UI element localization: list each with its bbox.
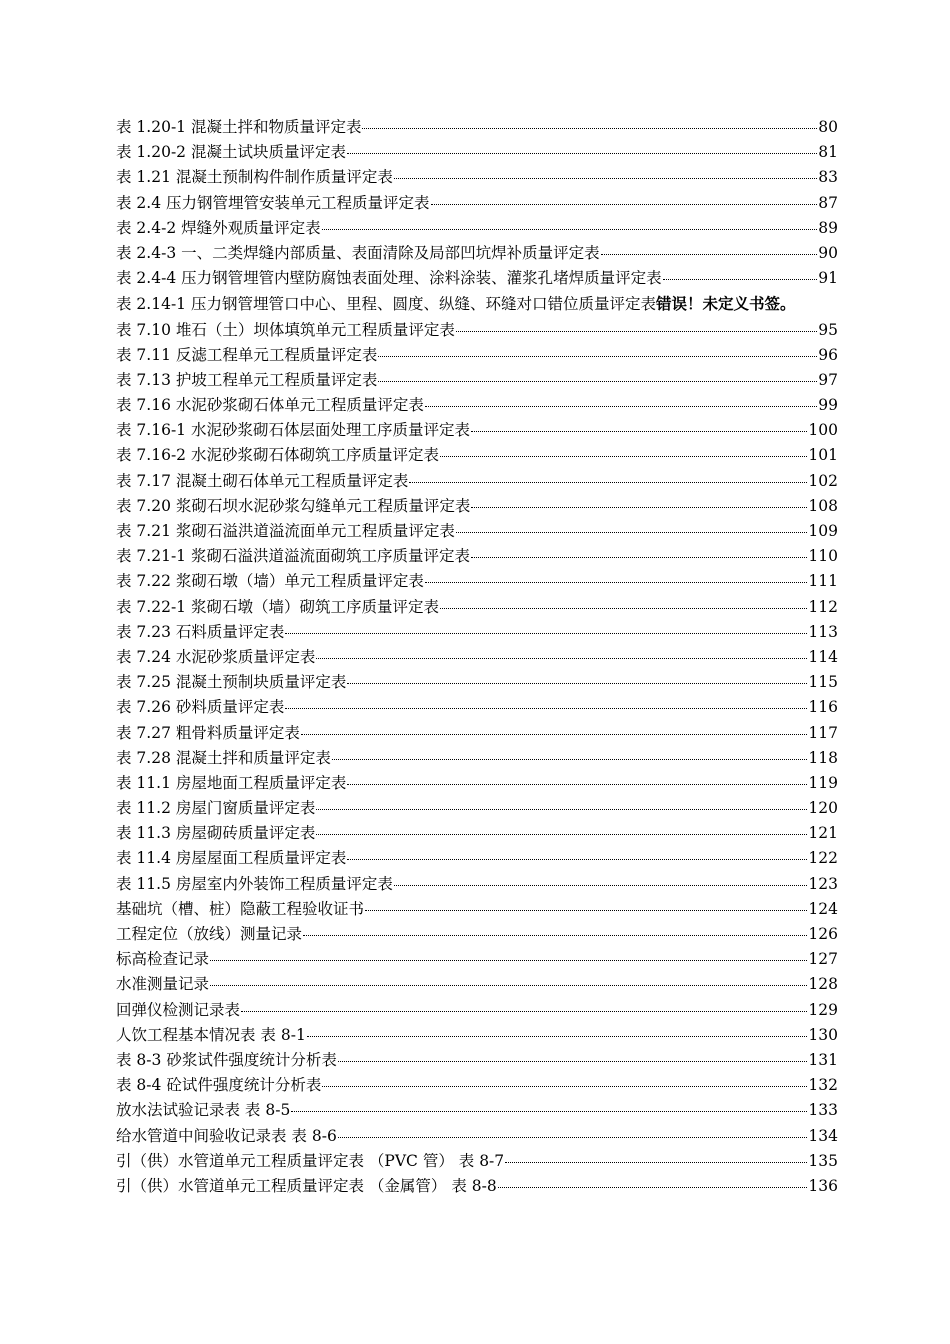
toc-leader-dots: [394, 178, 817, 179]
toc-leader-dots: [210, 960, 807, 961]
toc-leader-dots: [241, 1011, 807, 1012]
toc-page-number: 83: [818, 168, 838, 187]
toc-entry-title: 水准测量记录: [116, 975, 210, 994]
toc-entry-title: 表 11.2 房屋门窗质量评定表: [116, 799, 316, 818]
toc-entry-title: 引（供）水管道单元工程质量评定表 （金属管） 表 8-8: [116, 1176, 497, 1195]
toc-page-number: 91: [818, 269, 838, 288]
toc-page-number: 123: [808, 874, 838, 893]
toc-entry-title: 表 2.4 压力钢管埋管安装单元工程质量评定表: [116, 193, 430, 212]
toc-leader-dots: [440, 456, 807, 457]
toc-entry[interactable]: [116, 897, 838, 922]
toc-entry[interactable]: [116, 922, 838, 947]
toc-page-number: 81: [818, 143, 838, 162]
toc-entry-title: 表 8-4 砼试件强度统计分析表: [116, 1076, 322, 1095]
toc-page-number: 97: [818, 370, 838, 389]
toc-page-number: 99: [818, 396, 838, 415]
toc-page-number: 116: [808, 698, 838, 717]
toc-entry-title: 表 8-3 砂浆试件强度统计分析表: [116, 1050, 337, 1069]
toc-page-number: 132: [808, 1076, 838, 1095]
toc-leader-dots: [409, 482, 807, 483]
toc-leader-dots: [431, 204, 818, 205]
toc-entry-title: 工程定位（放线）测量记录: [116, 925, 303, 944]
toc-leader-dots: [456, 532, 808, 533]
toc-entry[interactable]: [116, 670, 838, 695]
toc-page-number: 96: [818, 345, 838, 364]
toc-leader-dots: [394, 885, 808, 886]
toc-page-number: 135: [808, 1151, 838, 1170]
toc-entry[interactable]: [116, 469, 838, 494]
toc-leader-dots: [210, 985, 807, 986]
toc-entry-title: 表 11.4 房屋屋面工程质量评定表: [116, 849, 347, 868]
toc-entry-title: 引（供）水管道单元工程质量评定表 （PVC 管） 表 8-7: [116, 1151, 505, 1170]
toc-leader-dots: [316, 834, 807, 835]
toc-leader-dots: [440, 608, 807, 609]
toc-leader-dots: [378, 356, 817, 357]
toc-entry-title: 表 7.20 浆砌石坝水泥砂浆勾缝单元工程质量评定表: [116, 496, 471, 515]
toc-entry-title: 表 7.16-2 水泥砂浆砌石体砌筑工序质量评定表: [116, 446, 439, 465]
toc-entry[interactable]: [116, 519, 838, 544]
toc-entry-title: 表 7.24 水泥砂浆质量评定表: [116, 647, 316, 666]
toc-entry[interactable]: [116, 695, 838, 720]
toc-page-number: 122: [808, 849, 838, 868]
toc-page-number: 124: [808, 899, 838, 918]
toc-entry[interactable]: [116, 266, 838, 291]
toc-leader-dots: [471, 507, 807, 508]
toc-entry[interactable]: [116, 418, 838, 443]
toc-leader-dots: [338, 1061, 808, 1062]
toc-page-number: 127: [808, 950, 838, 969]
toc-entry-wrapped[interactable]: [116, 291, 838, 317]
toc-leader-dots: [456, 331, 817, 332]
toc-page-number: 108: [808, 496, 838, 515]
toc-leader-dots: [505, 1162, 807, 1163]
toc-entry-title: 表 2.4-2 焊缝外观质量评定表: [116, 218, 321, 237]
toc-page-number: 113: [808, 622, 838, 641]
toc-leader-dots: [347, 859, 807, 860]
toc-entry-title: 表 7.16-1 水泥砂浆砌石体层面处理工序质量评定表: [116, 421, 470, 440]
toc-entry[interactable]: [116, 645, 838, 670]
toc-leader-dots: [303, 935, 807, 936]
toc-page-number: 89: [818, 218, 838, 237]
toc-entry-title: 回弹仪检测记录表: [116, 1000, 241, 1019]
toc-entry[interactable]: [116, 721, 838, 746]
toc-entry-title: 表 7.25 混凝土预制块质量评定表: [116, 673, 347, 692]
toc-leader-dots: [378, 381, 817, 382]
toc-leader-dots: [347, 153, 817, 154]
toc-entry-title: 表 11.5 房屋室内外装饰工程质量评定表: [116, 874, 393, 893]
toc-page-number: 134: [808, 1126, 838, 1145]
toc-leader-dots: [285, 633, 807, 634]
toc-leader-dots: [663, 279, 818, 280]
toc-page-number: 136: [808, 1176, 838, 1195]
toc-entry[interactable]: [116, 443, 838, 468]
toc-entry[interactable]: [116, 1098, 838, 1123]
toc-entry-title: 表 7.22 浆砌石墩（墙）单元工程质量评定表: [116, 572, 424, 591]
bookmark-error-text: 错误！未定义书签。: [655, 294, 796, 314]
toc-page-number: 95: [818, 320, 838, 339]
toc-entry[interactable]: [116, 368, 838, 393]
toc-leader-dots: [347, 784, 807, 785]
toc-leader-dots: [332, 759, 808, 760]
toc-entry-title: 表 7.28 混凝土拌和质量评定表: [116, 748, 331, 767]
toc-entry-title: 表 7.21-1 浆砌石溢洪道溢流面砌筑工序质量评定表: [116, 547, 470, 566]
toc-page-number: 90: [818, 243, 838, 262]
toc-entry-title: 表 7.10 堆石（土）坝体填筑单元工程质量评定表: [116, 320, 455, 339]
toc-leader-dots: [316, 658, 807, 659]
toc-page-number: 114: [808, 647, 838, 666]
toc-page-number: 87: [818, 193, 838, 212]
toc-entry-title: 基础坑（槽、桩）隐蔽工程验收证书: [116, 899, 365, 918]
toc-entry-title: 表 1.20-1 混凝土拌和物质量评定表: [116, 118, 362, 136]
toc-entry[interactable]: [116, 165, 838, 190]
toc-entry-title: 表 7.17 混凝土砌石体单元工程质量评定表: [116, 471, 409, 490]
toc-page-number: 111: [808, 572, 838, 591]
toc-page-number: 80: [818, 118, 838, 136]
toc-entry-title: 表 7.26 砂料质量评定表: [116, 698, 285, 717]
toc-leader-dots: [338, 1137, 808, 1138]
toc-page-number: 121: [808, 824, 838, 843]
toc-entry[interactable]: [116, 343, 838, 368]
toc-entry[interactable]: [116, 595, 838, 620]
toc-page-number: 126: [808, 925, 838, 944]
toc-page-number: 131: [808, 1050, 838, 1069]
toc-entry-title: 表 7.22-1 浆砌石墩（墙）砌筑工序质量评定表: [116, 597, 439, 616]
toc-entry-title: 表 2.4-3 一、二类焊缝内部质量、表面清除及局部凹坑焊补质量评定表: [116, 243, 600, 262]
toc-entry-title: 表 2.14-1 压力钢管埋管口中心、里程、圆度、纵缝、环缝对口错位质量评定表: [116, 295, 656, 314]
toc-leader-dots: [322, 1086, 807, 1087]
toc-entry[interactable]: [116, 544, 838, 569]
toc-entry[interactable]: [116, 998, 838, 1023]
toc-page-number: 109: [808, 522, 838, 541]
toc-entry-title: 表 7.23 石料质量评定表: [116, 622, 285, 641]
toc-entry[interactable]: [116, 947, 838, 972]
toc-entry-title: 表 1.21 混凝土预制构件制作质量评定表: [116, 168, 393, 187]
toc-page-number: 115: [808, 673, 838, 692]
toc-entry[interactable]: [116, 1048, 838, 1073]
toc-entry[interactable]: [116, 1149, 838, 1174]
toc-page-number: 101: [808, 446, 838, 465]
toc-leader-dots: [365, 910, 807, 911]
toc-entry-title: 表 2.4-4 压力钢管埋管内壁防腐蚀表面处理、涂料涂装、灌浆孔堵焊质量评定表: [116, 269, 662, 288]
toc-leader-dots: [291, 1111, 807, 1112]
toc-entry-title: 表 7.13 护坡工程单元工程质量评定表: [116, 370, 378, 389]
toc-entry-title: 表 7.27 粗骨料质量评定表: [116, 723, 300, 742]
toc-entry[interactable]: [116, 1124, 838, 1149]
toc-entry[interactable]: [116, 1023, 838, 1048]
toc-entry[interactable]: [116, 846, 838, 871]
toc-leader-dots: [601, 254, 818, 255]
toc-page-number: 112: [808, 597, 838, 616]
toc-entry[interactable]: [116, 216, 838, 241]
toc-entry[interactable]: [116, 569, 838, 594]
toc-leader-dots: [347, 683, 807, 684]
toc-leader-dots: [285, 708, 807, 709]
toc-entry-title: 人饮工程基本情况表 表 8-1: [116, 1025, 306, 1044]
toc-page-number: 133: [808, 1101, 838, 1120]
toc-page-number: 117: [808, 723, 838, 742]
toc-entry[interactable]: [116, 494, 838, 519]
toc-leader-dots: [425, 406, 817, 407]
toc-entry[interactable]: [116, 140, 838, 165]
toc-entry[interactable]: [116, 115, 838, 140]
toc-page-number: 119: [808, 773, 838, 792]
toc-entry[interactable]: [116, 318, 838, 343]
toc-entry[interactable]: [116, 796, 838, 821]
toc-entry-title: 标高检查记录: [116, 950, 210, 969]
toc-entry[interactable]: [116, 1174, 838, 1199]
toc-page-number: 120: [808, 799, 838, 818]
toc-entry[interactable]: [116, 821, 838, 846]
toc-entry[interactable]: [116, 771, 838, 796]
toc-page-number: 130: [808, 1025, 838, 1044]
toc-leader-dots: [322, 229, 818, 230]
toc-leader-dots: [471, 431, 807, 432]
table-of-contents: [116, 115, 838, 1199]
toc-entry[interactable]: [116, 191, 838, 216]
toc-entry-title: 表 11.3 房屋砌砖质量评定表: [116, 824, 316, 843]
toc-entry-title: 表 11.1 房屋地面工程质量评定表: [116, 773, 347, 792]
toc-leader-dots: [471, 557, 807, 558]
toc-entry[interactable]: [116, 620, 838, 645]
toc-page-number: 110: [808, 547, 838, 566]
toc-entry-title: 放水法试验记录表 表 8-5: [116, 1101, 291, 1120]
toc-entry[interactable]: [116, 1073, 838, 1098]
toc-entry[interactable]: [116, 393, 838, 418]
toc-entry[interactable]: [116, 972, 838, 997]
toc-leader-dots: [301, 734, 808, 735]
toc-page-number: 100: [808, 421, 838, 440]
toc-entry[interactable]: [116, 746, 838, 771]
toc-leader-dots: [425, 582, 808, 583]
toc-page-number: 102: [808, 471, 838, 490]
toc-entry-title: 表 7.16 水泥砂浆砌石体单元工程质量评定表: [116, 396, 424, 415]
toc-leader-dots: [307, 1036, 808, 1037]
toc-leader-dots: [316, 809, 807, 810]
toc-page-number: 118: [808, 748, 838, 767]
toc-entry-title: 表 7.21 浆砌石溢洪道溢流面单元工程质量评定表: [116, 522, 455, 541]
toc-entry[interactable]: [116, 241, 838, 266]
toc-leader-dots: [498, 1187, 808, 1188]
toc-leader-dots: [362, 128, 817, 129]
toc-entry-title: 表 7.11 反滤工程单元工程质量评定表: [116, 345, 378, 364]
toc-entry[interactable]: [116, 872, 838, 897]
toc-page-number: 128: [808, 975, 838, 994]
toc-entry-title: 给水管道中间验收记录表 表 8-6: [116, 1126, 337, 1145]
toc-page-number: 129: [808, 1000, 838, 1019]
toc-entry-title: 表 1.20-2 混凝土试块质量评定表: [116, 143, 346, 162]
